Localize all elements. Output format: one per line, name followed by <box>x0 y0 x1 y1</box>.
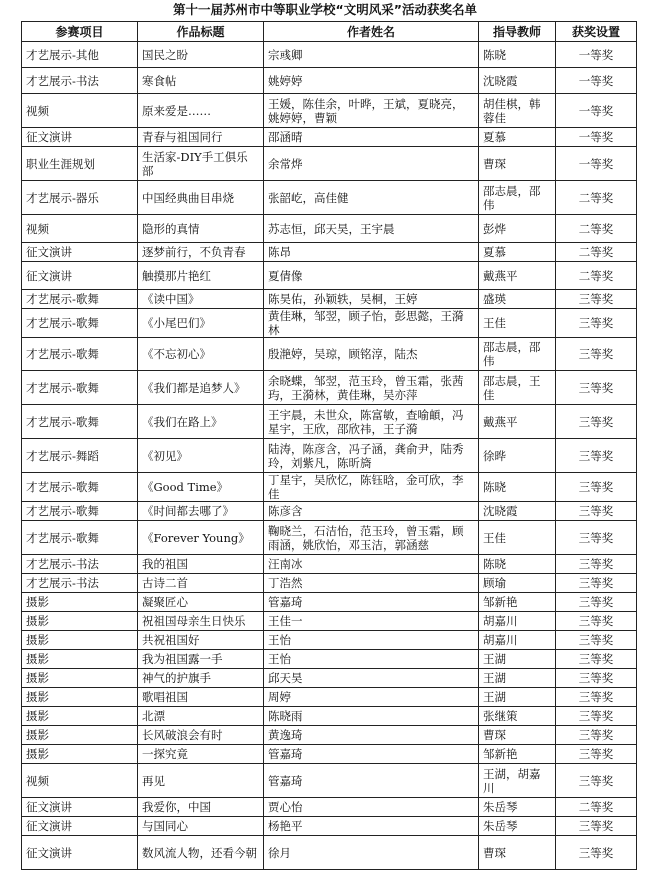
cell-authors: 王宇晨，未世众，陈富敏，查喻頔，冯星宇，王欣，邵欣祎，王子漪 <box>264 405 479 439</box>
cell-work-title: 共祝祖国好 <box>138 631 264 650</box>
table-row <box>22 42 637 68</box>
cell-teacher: 陈晓 <box>479 555 556 574</box>
cell-category: 摄影 <box>22 726 138 745</box>
cell-teacher: 邵志晨，邵伟 <box>479 338 556 371</box>
header-authors: 作者姓名 <box>264 22 479 42</box>
table-row <box>22 817 637 836</box>
cell-prize: 一等奖 <box>556 128 637 147</box>
cell-prize: 三等奖 <box>556 574 637 593</box>
cell-teacher: 胡嘉川 <box>479 612 556 631</box>
cell-authors: 陈晓雨 <box>264 707 479 726</box>
cell-prize: 二等奖 <box>556 798 637 817</box>
header-work-title: 作品标题 <box>138 22 264 42</box>
cell-work-title: 生活家-DIY手工俱乐部 <box>138 147 264 181</box>
cell-teacher: 王佳 <box>479 309 556 338</box>
header-category: 参赛项目 <box>22 22 138 42</box>
cell-prize: 三等奖 <box>556 593 637 612</box>
cell-category: 征文演讲 <box>22 817 138 836</box>
cell-work-title: 神气的护旗手 <box>138 669 264 688</box>
cell-category: 才艺展示-器乐 <box>22 181 138 215</box>
cell-category: 才艺展示-歌舞 <box>22 371 138 405</box>
cell-category: 摄影 <box>22 612 138 631</box>
cell-authors: 贾心怡 <box>264 798 479 817</box>
cell-category: 才艺展示-书法 <box>22 574 138 593</box>
cell-work-title: 《我们都是追梦人》 <box>138 371 264 405</box>
cell-authors: 徐月 <box>264 836 479 870</box>
table-row <box>22 371 637 405</box>
cell-prize: 三等奖 <box>556 817 637 836</box>
table-row <box>22 574 637 593</box>
cell-category: 才艺展示-舞蹈 <box>22 439 138 473</box>
cell-category: 职业生涯规划 <box>22 147 138 181</box>
cell-teacher: 张继策 <box>479 707 556 726</box>
cell-prize: 三等奖 <box>556 726 637 745</box>
cell-authors: 鞠晓兰，石洁怡，范玉玲，曾玉霜，顾雨涵，姚欣怡，邓玉洁，郭涵慈 <box>264 521 479 555</box>
cell-authors: 陆涛，陈彦含，冯子涵，龚俞尹，陆秀玲，刘紫凡，陈昕旖 <box>264 439 479 473</box>
table-row <box>22 243 637 262</box>
table-row <box>22 521 637 555</box>
cell-authors: 王媛，陈佳余，叶晔，王斌，夏晓亮，姚婷婷，曹颖 <box>264 94 479 128</box>
cell-teacher: 顾瑜 <box>479 574 556 593</box>
cell-authors: 丁浩然 <box>264 574 479 593</box>
header-teacher: 指导教师 <box>479 22 556 42</box>
cell-work-title: 中国经典曲目串烧 <box>138 181 264 215</box>
cell-prize: 二等奖 <box>556 262 637 290</box>
cell-authors: 余晓蝶，邹翌，范玉玲，曾玉霜，张茜玙，王漪林，黄佳琳，吴亦萍 <box>264 371 479 405</box>
cell-category: 才艺展示-歌舞 <box>22 338 138 371</box>
cell-prize: 三等奖 <box>556 745 637 764</box>
table-row <box>22 262 637 290</box>
cell-teacher: 王佳 <box>479 521 556 555</box>
table-row <box>22 147 637 181</box>
cell-category: 才艺展示-歌舞 <box>22 473 138 502</box>
cell-teacher: 徐晔 <box>479 439 556 473</box>
cell-teacher: 夏慕 <box>479 128 556 147</box>
cell-prize: 三等奖 <box>556 669 637 688</box>
table-row <box>22 650 637 669</box>
table-row <box>22 68 637 94</box>
cell-work-title: 凝聚匠心 <box>138 593 264 612</box>
cell-prize: 二等奖 <box>556 181 637 215</box>
cell-authors: 王佳一 <box>264 612 479 631</box>
cell-teacher: 戴燕平 <box>479 405 556 439</box>
cell-prize: 一等奖 <box>556 42 637 68</box>
cell-teacher: 邵志晨，邵伟 <box>479 181 556 215</box>
cell-teacher: 胡嘉川 <box>479 631 556 650</box>
cell-authors: 管嘉琦 <box>264 764 479 798</box>
cell-category: 视频 <box>22 764 138 798</box>
cell-authors: 邵涵晴 <box>264 128 479 147</box>
cell-work-title: 原来爱是…… <box>138 94 264 128</box>
table-row <box>22 555 637 574</box>
cell-work-title: 北漂 <box>138 707 264 726</box>
table-row <box>22 215 637 243</box>
cell-work-title: 祝祖国母亲生日快乐 <box>138 612 264 631</box>
cell-category: 才艺展示-歌舞 <box>22 521 138 555</box>
table-row <box>22 181 637 215</box>
cell-category: 摄影 <box>22 707 138 726</box>
cell-work-title: 《读中国》 <box>138 290 264 309</box>
cell-work-title: 触摸那片艳红 <box>138 262 264 290</box>
cell-prize: 三等奖 <box>556 439 637 473</box>
cell-authors: 余常烨 <box>264 147 479 181</box>
cell-authors: 陈彦含 <box>264 502 479 521</box>
cell-prize: 三等奖 <box>556 290 637 309</box>
cell-teacher: 王湖，胡嘉川 <box>479 764 556 798</box>
cell-teacher: 盛瑛 <box>479 290 556 309</box>
cell-category: 摄影 <box>22 688 138 707</box>
cell-category: 摄影 <box>22 745 138 764</box>
cell-teacher: 沈晓霞 <box>479 68 556 94</box>
table-row <box>22 726 637 745</box>
cell-category: 征文演讲 <box>22 836 138 870</box>
cell-teacher: 夏慕 <box>479 243 556 262</box>
cell-authors: 殷滟婷，吴琼，顾铭淳，陆杰 <box>264 338 479 371</box>
cell-work-title: 《小尾巴们》 <box>138 309 264 338</box>
cell-teacher: 曹琛 <box>479 726 556 745</box>
cell-work-title: 古诗二首 <box>138 574 264 593</box>
document-title: 第十一届苏州市中等职业学校“文明风采”活动获奖名单 <box>173 2 477 17</box>
table-row <box>22 798 637 817</box>
cell-work-title: 我的祖国 <box>138 555 264 574</box>
cell-work-title: 《时间都去哪了》 <box>138 502 264 521</box>
cell-category: 才艺展示-歌舞 <box>22 309 138 338</box>
cell-authors: 陈昊佑，孙颖轶，吴桐，王婷 <box>264 290 479 309</box>
cell-authors: 杨艳平 <box>264 817 479 836</box>
cell-prize: 三等奖 <box>556 631 637 650</box>
cell-prize: 三等奖 <box>556 650 637 669</box>
cell-category: 征文演讲 <box>22 243 138 262</box>
table-row <box>22 338 637 371</box>
table-row <box>22 688 637 707</box>
cell-category: 摄影 <box>22 593 138 612</box>
table-row <box>22 439 637 473</box>
cell-prize: 三等奖 <box>556 555 637 574</box>
cell-teacher: 邹新艳 <box>479 593 556 612</box>
cell-work-title: 我爱你，中国 <box>138 798 264 817</box>
cell-work-title: 《我们在路上》 <box>138 405 264 439</box>
cell-authors: 张韶屹，高佳健 <box>264 181 479 215</box>
cell-prize: 三等奖 <box>556 405 637 439</box>
cell-category: 才艺展示-歌舞 <box>22 405 138 439</box>
cell-category: 摄影 <box>22 650 138 669</box>
table-row <box>22 309 637 338</box>
table-row <box>22 745 637 764</box>
cell-category: 摄影 <box>22 631 138 650</box>
cell-prize: 三等奖 <box>556 521 637 555</box>
cell-category: 摄影 <box>22 669 138 688</box>
cell-prize: 三等奖 <box>556 764 637 798</box>
cell-prize: 三等奖 <box>556 338 637 371</box>
cell-teacher: 胡佳棋，韩蓉佳 <box>479 94 556 128</box>
cell-teacher: 戴燕平 <box>479 262 556 290</box>
cell-work-title: 歌唱祖国 <box>138 688 264 707</box>
cell-category: 才艺展示-歌舞 <box>22 502 138 521</box>
cell-prize: 三等奖 <box>556 371 637 405</box>
cell-authors: 陈昂 <box>264 243 479 262</box>
cell-work-title: 《不忘初心》 <box>138 338 264 371</box>
table-row <box>22 405 637 439</box>
table-header-row <box>22 22 637 42</box>
cell-work-title: 数风流人物，还看今朝 <box>138 836 264 870</box>
cell-work-title: 长风破浪会有时 <box>138 726 264 745</box>
cell-authors: 夏倩像 <box>264 262 479 290</box>
table-row <box>22 94 637 128</box>
cell-authors: 黄佳琳，邹翌，顾子怡，彭思懿，王漪林 <box>264 309 479 338</box>
header-prize: 获奖设置 <box>556 22 637 42</box>
cell-work-title: 《初见》 <box>138 439 264 473</box>
table-row <box>22 290 637 309</box>
cell-teacher: 邵志晨，王佳 <box>479 371 556 405</box>
table-row <box>22 631 637 650</box>
table-row <box>22 128 637 147</box>
cell-prize: 三等奖 <box>556 502 637 521</box>
cell-authors: 管嘉琦 <box>264 745 479 764</box>
cell-teacher: 王湖 <box>479 688 556 707</box>
table-row <box>22 707 637 726</box>
cell-work-title: 国民之盼 <box>138 42 264 68</box>
cell-authors: 王怡 <box>264 631 479 650</box>
cell-teacher: 邹新艳 <box>479 745 556 764</box>
cell-authors: 邱天昊 <box>264 669 479 688</box>
cell-authors: 宗彧卿 <box>264 42 479 68</box>
cell-work-title: 与国同心 <box>138 817 264 836</box>
cell-work-title: 一探究竟 <box>138 745 264 764</box>
cell-authors: 丁星宇，吴欣忆，陈钰晗，金可欣，李佳 <box>264 473 479 502</box>
table-row <box>22 669 637 688</box>
cell-prize: 三等奖 <box>556 309 637 338</box>
cell-prize: 二等奖 <box>556 215 637 243</box>
cell-category: 才艺展示-歌舞 <box>22 290 138 309</box>
cell-work-title: 逐梦前行，不负青春 <box>138 243 264 262</box>
cell-prize: 一等奖 <box>556 94 637 128</box>
cell-work-title: 隐形的真情 <box>138 215 264 243</box>
cell-work-title: 再见 <box>138 764 264 798</box>
cell-teacher: 曹琛 <box>479 147 556 181</box>
cell-prize: 一等奖 <box>556 147 637 181</box>
cell-teacher: 朱岳琴 <box>479 817 556 836</box>
cell-work-title: 寒食帖 <box>138 68 264 94</box>
cell-authors: 姚婷婷 <box>264 68 479 94</box>
cell-authors: 管嘉琦 <box>264 593 479 612</box>
cell-teacher: 王湖 <box>479 669 556 688</box>
cell-teacher: 王湖 <box>479 650 556 669</box>
table-row <box>22 764 637 798</box>
cell-teacher: 曹琛 <box>479 836 556 870</box>
cell-prize: 二等奖 <box>556 243 637 262</box>
cell-prize: 三等奖 <box>556 707 637 726</box>
table-row <box>22 593 637 612</box>
cell-category: 征文演讲 <box>22 798 138 817</box>
cell-category: 才艺展示-其他 <box>22 42 138 68</box>
cell-teacher: 沈晓霞 <box>479 502 556 521</box>
cell-work-title: 我为祖国露一手 <box>138 650 264 669</box>
table-row <box>22 473 637 502</box>
cell-work-title: 《Forever Young》 <box>138 521 264 555</box>
cell-prize: 三等奖 <box>556 473 637 502</box>
table-row <box>22 502 637 521</box>
cell-teacher: 彭烨 <box>479 215 556 243</box>
cell-category: 视频 <box>22 215 138 243</box>
cell-category: 才艺展示-书法 <box>22 555 138 574</box>
cell-category: 视频 <box>22 94 138 128</box>
awards-table <box>21 21 637 870</box>
cell-authors: 黄逸琦 <box>264 726 479 745</box>
cell-authors: 苏志恒，邱天昊，王宇晨 <box>264 215 479 243</box>
cell-work-title: 《Good Time》 <box>138 473 264 502</box>
cell-work-title: 青春与祖国同行 <box>138 128 264 147</box>
cell-authors: 王怡 <box>264 650 479 669</box>
cell-category: 征文演讲 <box>22 262 138 290</box>
cell-category: 才艺展示-书法 <box>22 68 138 94</box>
cell-teacher: 朱岳琴 <box>479 798 556 817</box>
cell-authors: 周婷 <box>264 688 479 707</box>
cell-prize: 三等奖 <box>556 688 637 707</box>
cell-prize: 一等奖 <box>556 68 637 94</box>
table-row <box>22 612 637 631</box>
cell-prize: 三等奖 <box>556 836 637 870</box>
cell-category: 征文演讲 <box>22 128 138 147</box>
cell-prize: 三等奖 <box>556 612 637 631</box>
cell-teacher: 陈晓 <box>479 473 556 502</box>
table-row <box>22 836 637 870</box>
cell-authors: 汪南冰 <box>264 555 479 574</box>
cell-teacher: 陈晓 <box>479 42 556 68</box>
